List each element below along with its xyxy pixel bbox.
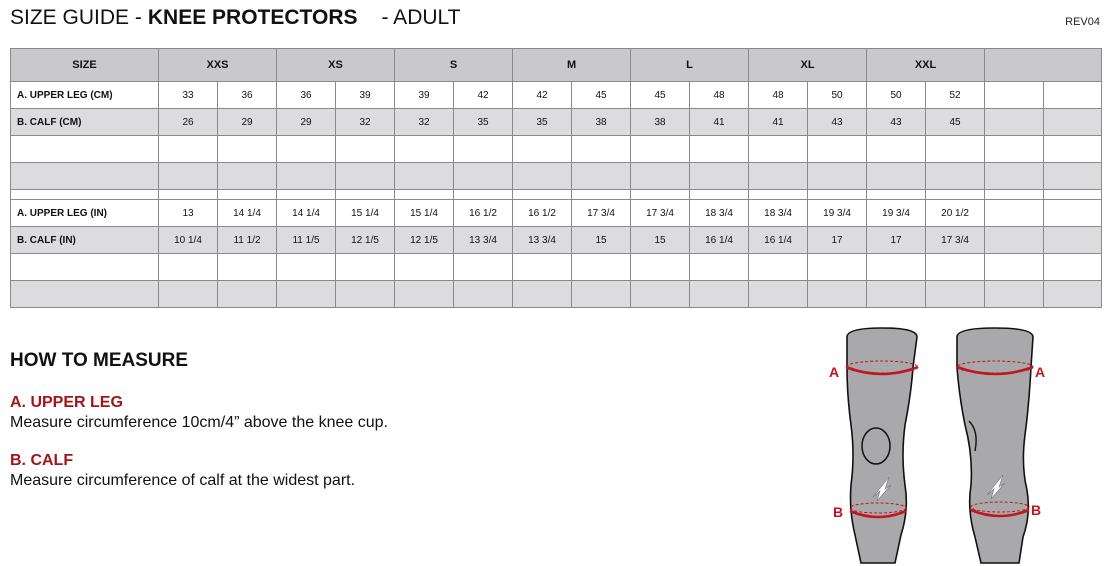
spacer-cell <box>808 190 867 200</box>
table-cell <box>572 281 631 308</box>
table-cell <box>336 163 395 190</box>
table-cell <box>985 254 1044 281</box>
table-cell: 17 <box>867 227 926 254</box>
row-label: B. CALF (IN) <box>11 227 159 254</box>
table-cell: 15 <box>631 227 690 254</box>
table-cell <box>395 163 454 190</box>
table-cell <box>1044 163 1102 190</box>
table-cell <box>985 136 1044 163</box>
table-cell <box>454 254 513 281</box>
table-cell: 52 <box>926 82 985 109</box>
spacer-cell <box>631 190 690 200</box>
table-cell <box>867 281 926 308</box>
row-label <box>11 136 159 163</box>
table-cell <box>572 254 631 281</box>
size-header-empty <box>985 49 1102 82</box>
spacer-cell <box>1044 190 1102 200</box>
table-row <box>11 82 1102 109</box>
table-cell <box>808 281 867 308</box>
how-to-measure <box>10 350 570 490</box>
table-cell <box>749 281 808 308</box>
table-cell <box>1044 227 1102 254</box>
table-cell: 38 <box>572 109 631 136</box>
table-cell <box>1044 200 1102 227</box>
table-cell: 17 3/4 <box>572 200 631 227</box>
spacer-cell <box>572 190 631 200</box>
table-row <box>11 281 1102 308</box>
table-cell <box>277 254 336 281</box>
spacer-cell <box>690 190 749 200</box>
table-cell: 32 <box>336 109 395 136</box>
front-sleeve-shape <box>847 328 917 563</box>
table-cell <box>513 136 572 163</box>
table-cell <box>454 136 513 163</box>
table-cell <box>336 136 395 163</box>
table-cell <box>277 281 336 308</box>
table-cell <box>631 281 690 308</box>
revision-label: REV04 <box>1065 16 1100 28</box>
table-row <box>11 227 1102 254</box>
spacer-cell <box>985 190 1044 200</box>
table-cell: 42 <box>513 82 572 109</box>
table-cell: 39 <box>336 82 395 109</box>
table-cell <box>159 163 218 190</box>
table-cell <box>395 136 454 163</box>
table-cell <box>867 136 926 163</box>
table-cell <box>926 136 985 163</box>
table-cell: 41 <box>690 109 749 136</box>
table-cell <box>1044 281 1102 308</box>
table-cell: 17 <box>808 227 867 254</box>
table-cell: 50 <box>867 82 926 109</box>
table-cell <box>454 163 513 190</box>
table-cell: 43 <box>808 109 867 136</box>
knee-diagram <box>825 325 1055 565</box>
table-cell: 16 1/2 <box>454 200 513 227</box>
table-cell <box>336 254 395 281</box>
spacer-cell <box>159 190 218 200</box>
table-cell: 45 <box>631 82 690 109</box>
spacer-cell <box>11 190 159 200</box>
upper-leg-title: A. UPPER LEG <box>10 394 123 411</box>
table-row <box>11 163 1102 190</box>
spacer-cell <box>867 190 926 200</box>
table-cell <box>808 163 867 190</box>
table-cell <box>749 163 808 190</box>
size-header-m: M <box>513 49 631 82</box>
table-cell: 14 1/4 <box>218 200 277 227</box>
table-cell: 17 3/4 <box>631 200 690 227</box>
table-row <box>11 200 1102 227</box>
table-cell <box>926 163 985 190</box>
spacer-cell <box>926 190 985 200</box>
table-cell <box>690 136 749 163</box>
table-cell: 35 <box>513 109 572 136</box>
table-cell <box>218 281 277 308</box>
table-cell <box>749 136 808 163</box>
table-cell <box>985 82 1044 109</box>
row-label <box>11 254 159 281</box>
table-cell <box>690 281 749 308</box>
title-suffix: - ADULT <box>381 6 461 29</box>
table-cell: 16 1/2 <box>513 200 572 227</box>
table-row <box>11 109 1102 136</box>
calf-text: Measure circumference of calf at the widest part. <box>10 472 356 489</box>
table-cell: 36 <box>218 82 277 109</box>
upper-leg-text: Measure circumference 10cm/4” above the knee cup. <box>10 414 388 431</box>
table-cell: 13 3/4 <box>513 227 572 254</box>
table-cell: 12 1/5 <box>395 227 454 254</box>
table-cell <box>1044 254 1102 281</box>
row-label <box>11 163 159 190</box>
table-cell: 16 1/4 <box>749 227 808 254</box>
row-label: B. CALF (CM) <box>11 109 159 136</box>
table-cell: 13 <box>159 200 218 227</box>
spacer-cell <box>513 190 572 200</box>
table-cell <box>218 254 277 281</box>
table-cell: 19 3/4 <box>808 200 867 227</box>
spacer-cell <box>749 190 808 200</box>
marker-b-left: B <box>833 504 844 520</box>
title-prefix: SIZE GUIDE - <box>10 6 142 29</box>
table-cell <box>808 254 867 281</box>
table-cell: 43 <box>867 109 926 136</box>
table-cell: 12 1/5 <box>336 227 395 254</box>
table-cell <box>572 163 631 190</box>
size-header-l: L <box>631 49 749 82</box>
table-cell: 15 1/4 <box>336 200 395 227</box>
table-cell <box>926 254 985 281</box>
front-sleeve <box>846 328 918 563</box>
table-cell <box>631 136 690 163</box>
table-cell: 42 <box>454 82 513 109</box>
table-cell: 11 1/5 <box>277 227 336 254</box>
table-cell: 29 <box>277 109 336 136</box>
table-cell: 45 <box>926 109 985 136</box>
table-cell: 11 1/2 <box>218 227 277 254</box>
table-cell: 36 <box>277 82 336 109</box>
table-cell: 15 1/4 <box>395 200 454 227</box>
back-sleeve <box>957 328 1033 563</box>
table-cell: 18 3/4 <box>749 200 808 227</box>
table-cell: 50 <box>808 82 867 109</box>
table-cell: 16 1/4 <box>690 227 749 254</box>
table-cell <box>1044 109 1102 136</box>
table-row <box>11 136 1102 163</box>
table-cell <box>513 281 572 308</box>
table-cell <box>867 163 926 190</box>
table-cell <box>985 163 1044 190</box>
table-cell <box>513 163 572 190</box>
product-title: KNEE PROTECTORS <box>147 6 358 29</box>
table-cell <box>631 254 690 281</box>
table-cell <box>454 281 513 308</box>
table-cell <box>277 163 336 190</box>
table-cell <box>159 136 218 163</box>
row-label <box>11 281 159 308</box>
table-cell: 10 1/4 <box>159 227 218 254</box>
spacer-cell <box>336 190 395 200</box>
table-row <box>11 254 1102 281</box>
spacer-cell <box>454 190 513 200</box>
table-cell <box>1044 136 1102 163</box>
table-cell <box>218 163 277 190</box>
table-cell <box>395 254 454 281</box>
table-cell <box>867 254 926 281</box>
page-header <box>10 6 460 36</box>
size-header-label: SIZE <box>11 49 159 82</box>
table-cell: 48 <box>690 82 749 109</box>
table-cell <box>808 136 867 163</box>
table-cell: 13 3/4 <box>454 227 513 254</box>
size-header-row <box>11 49 1102 82</box>
table-cell <box>749 254 808 281</box>
table-cell: 39 <box>395 82 454 109</box>
table-spacer-row <box>11 190 1102 200</box>
table-cell <box>1044 82 1102 109</box>
calf-title: B. CALF <box>10 452 74 469</box>
size-header-s: S <box>395 49 513 82</box>
spacer-cell <box>277 190 336 200</box>
table-cell: 18 3/4 <box>690 200 749 227</box>
table-cell: 14 1/4 <box>277 200 336 227</box>
table-cell <box>985 109 1044 136</box>
table-cell <box>985 281 1044 308</box>
marker-b-right: B <box>1031 502 1042 518</box>
table-cell: 17 3/4 <box>926 227 985 254</box>
size-header-xxl: XXL <box>867 49 985 82</box>
row-label: A. UPPER LEG (IN) <box>11 200 159 227</box>
table-cell <box>690 163 749 190</box>
table-cell: 41 <box>749 109 808 136</box>
size-header-xxs: XXS <box>159 49 277 82</box>
marker-a-right: A <box>1035 364 1046 380</box>
table-cell <box>218 136 277 163</box>
table-cell: 19 3/4 <box>867 200 926 227</box>
table-cell <box>336 281 395 308</box>
size-table <box>10 48 1102 308</box>
table-cell <box>690 254 749 281</box>
table-cell: 45 <box>572 82 631 109</box>
spacer-cell <box>395 190 454 200</box>
table-cell <box>985 227 1044 254</box>
table-cell <box>395 281 454 308</box>
table-cell: 26 <box>159 109 218 136</box>
table-cell: 32 <box>395 109 454 136</box>
spacer-cell <box>218 190 277 200</box>
table-cell: 15 <box>572 227 631 254</box>
table-cell <box>513 254 572 281</box>
table-cell <box>572 136 631 163</box>
size-header-xs: XS <box>277 49 395 82</box>
back-sleeve-shape <box>957 328 1033 563</box>
row-label: A. UPPER LEG (CM) <box>11 82 159 109</box>
table-cell: 20 1/2 <box>926 200 985 227</box>
table-cell <box>926 281 985 308</box>
table-cell: 35 <box>454 109 513 136</box>
table-cell <box>159 281 218 308</box>
measure-title: HOW TO MEASURE <box>10 350 189 371</box>
table-cell <box>985 200 1044 227</box>
table-cell: 48 <box>749 82 808 109</box>
table-cell <box>631 163 690 190</box>
table-cell <box>277 136 336 163</box>
size-header-xl: XL <box>749 49 867 82</box>
table-cell: 38 <box>631 109 690 136</box>
table-cell <box>159 254 218 281</box>
table-cell: 29 <box>218 109 277 136</box>
table-cell: 33 <box>159 82 218 109</box>
marker-a-left: A <box>829 364 840 380</box>
